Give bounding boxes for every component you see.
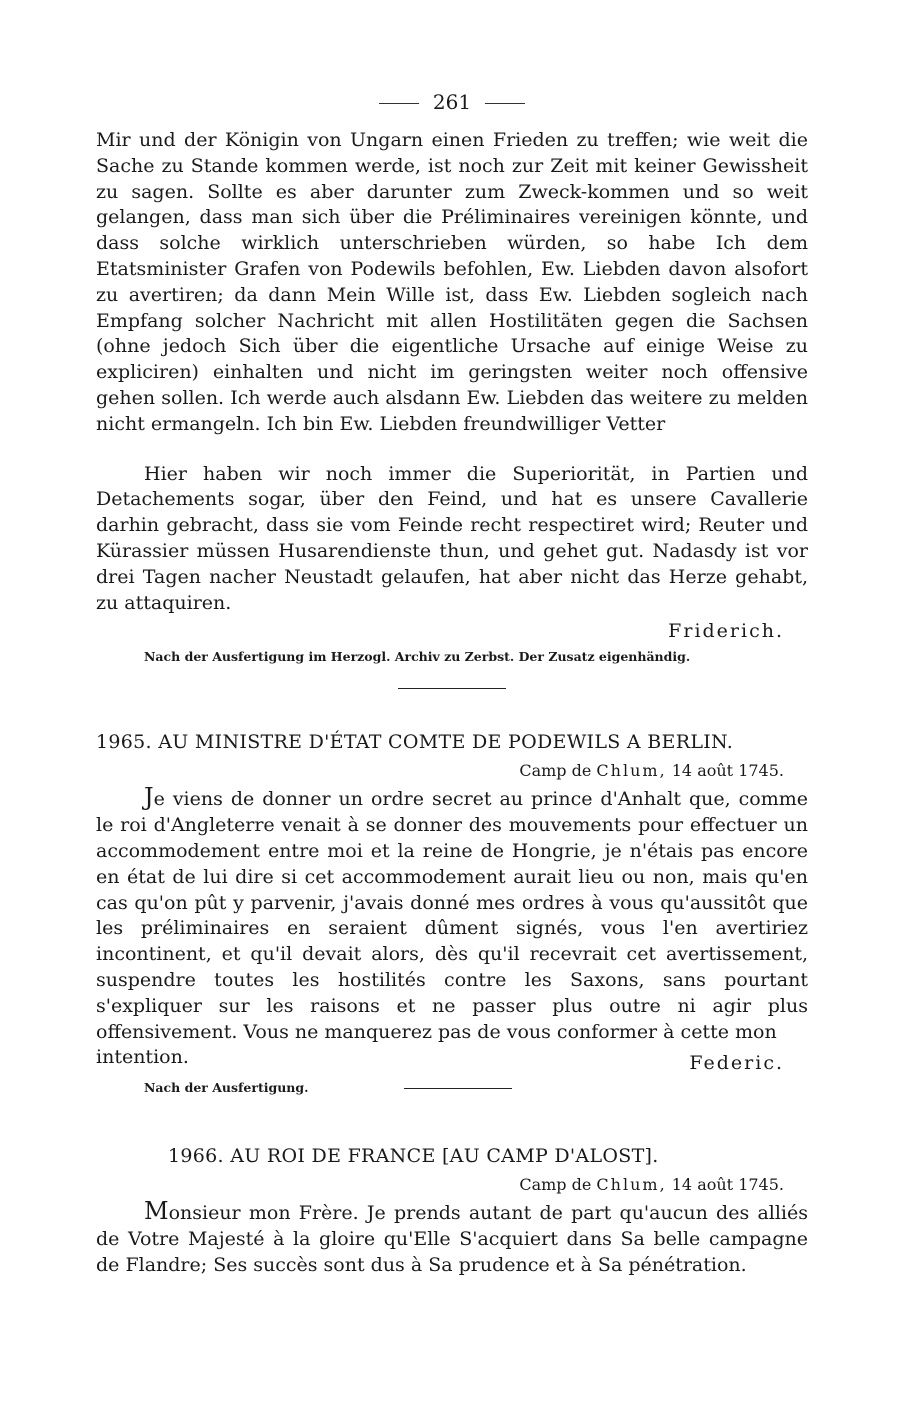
signature-friderich: Friderich. xyxy=(668,620,784,643)
letter-1965-body xyxy=(96,785,808,1045)
date-prefix: Camp de xyxy=(519,761,592,781)
letter-1965-title: 1965. AU MINISTRE D'ÉTAT COMTE DE PODEWILS A BERLIN. xyxy=(96,731,734,754)
letter-1966-initial: M xyxy=(144,1197,169,1226)
date-day: 14 août 1745. xyxy=(671,761,784,781)
paragraph-gap xyxy=(96,438,808,462)
letter-1965-closing xyxy=(96,1045,808,1075)
page-number: 261 xyxy=(432,90,472,114)
page-header xyxy=(96,84,808,120)
date-prefix: Camp de xyxy=(519,1175,592,1195)
source-note: Nach der Ausfertigung im Herzogl. Archiv zu Zerbst. Der Zusatz eigenhändig. xyxy=(144,649,691,665)
letter-1965-text: e viens de donner un ordre secret au prince d'Anhalt que, comme le roi d'Angleterre venait à se donner des mouvements pour effectuer un accommodement entre moi et la reine de Hongrie, je n'étais pas encore en état de lui dire si cet accommodement aurait lieu ou non, mais qu'en cas qu'on pût y parvenir, j'avais donné mes ordres à vous qu'aussitôt que les préliminaires en seraient dûment signés, vous l'en avertiriez incontinent, et qu'il devait alors, dès qu'il recevrait cet avertissement, suspendre toutes les hostilités contre les Saxons, sans pourtant s'expliquer sur les raisons et ne passer plus outre ni agir plus offensivement. Vous ne manquerez pas de vous conformer à cette mon xyxy=(96,788,808,1043)
date-place: Chlum, xyxy=(596,761,667,781)
letter-1965-footer xyxy=(96,1077,808,1099)
letter-1966-dateline xyxy=(96,1171,808,1199)
letter-1965-initial: J xyxy=(144,783,154,812)
header-dash-left xyxy=(379,103,419,104)
date-day: 14 août 1745. xyxy=(671,1175,784,1195)
letter-1966-body xyxy=(96,1199,808,1278)
letter-1966-title: 1966. AU ROI DE FRANCE [AU CAMP D'ALOST]. xyxy=(168,1145,659,1168)
letter-1966-text: onsieur mon Frère. Je prends autant de part qu'aucun des alliés de Votre Majesté à la gloire qu'Elle S'acquiert dans Sa belle campagne de Flandre; Ses succès sont dus à Sa prudence et à Sa pénétration. xyxy=(96,1202,808,1276)
book-page xyxy=(96,84,808,1279)
signature-federic: Federic. xyxy=(689,1052,784,1075)
date-place: Chlum, xyxy=(596,1175,667,1195)
letter-1965-dateline xyxy=(96,757,808,785)
header-dash-right xyxy=(485,103,525,104)
source-note: Nach der Ausfertigung. xyxy=(144,1080,309,1096)
section-divider xyxy=(404,1088,512,1089)
continuation-paragraph: Mir und der Königin von Ungarn einen Frieden zu treffen; wie weit die Sache zu Stande kommen werde, ist noch zur Zeit mit keiner Gewissheit zu sagen. Sollte es aber darunter zum Zweck-kommen und so weit gelangen, dass man sich über die Préliminaires vereinigen könnte, und dass solche wirklich unterschrieben würden, so habe Ich dem Etatsminister Grafen von Podewils befohlen, Ew. Liebden davon alsofort zu avertiren; da dann Mein Wille ist, dass Ew. Liebden sogleich nach Empfang solcher Nachricht mit allen Hostilitäten gegen die Sachsen (ohne jedoch Sich über die eigentliche Ursache auf einige Weise zu expliciren) einhalten und nicht im geringsten weiter noch offensive gehen sollen. Ich werde auch alsdann Ew. Liebden das weitere zu melden nicht ermangeln. Ich bin Ew. Liebden freundwilliger Vetter xyxy=(96,129,808,435)
postscript-paragraph: Hier haben wir noch immer die Superiorität, in Partien und Detachements sogar, über den Feind, und hat es unsere Cavallerie darhin gebracht, dass sie vom Feinde recht respectiret wird; Reuter und Kürassier müssen Husarendienste thun, und gehet gut. Nadasdy ist vor drei Tagen nacher Neustadt gelaufen, hat aber nicht das Herze gehabt, zu attaquiren. xyxy=(96,462,808,614)
letter-1965-last-word: intention. xyxy=(96,1046,189,1069)
